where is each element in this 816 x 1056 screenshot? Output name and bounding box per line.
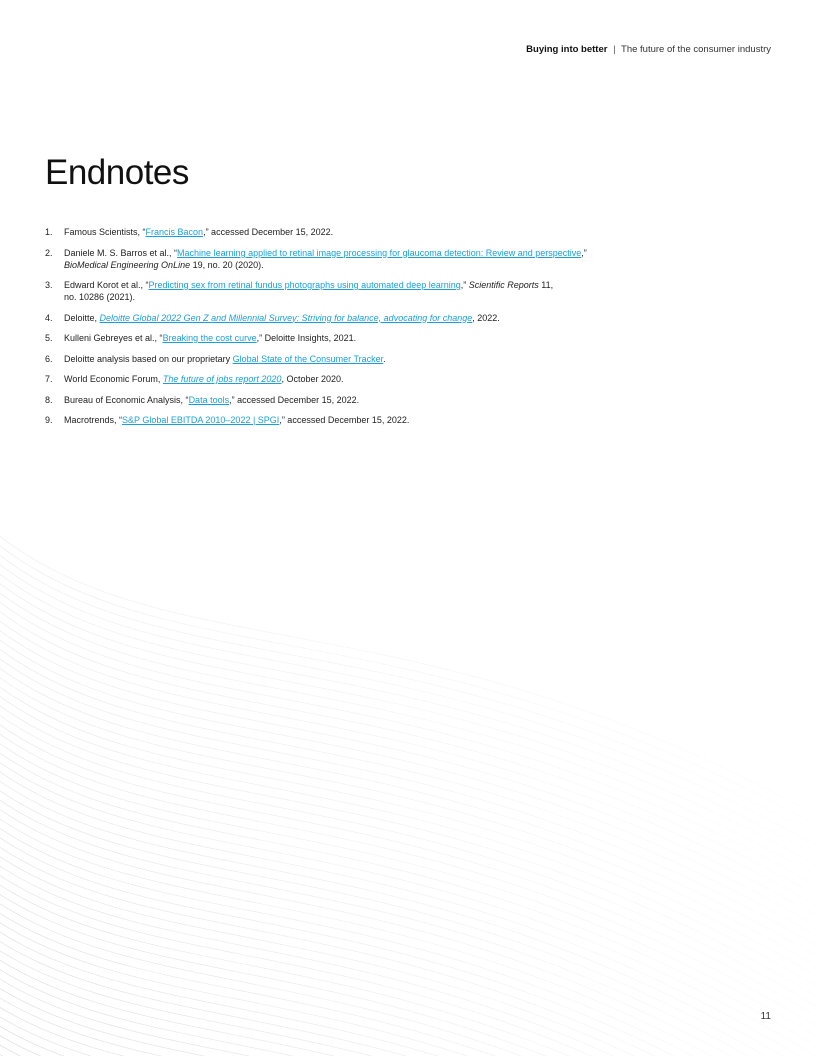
running-header (526, 44, 771, 55)
citation-text: Kulleni Gebreyes et al., “ (64, 333, 163, 343)
citation-text: ,” Deloitte Insights, 2021. (256, 333, 357, 343)
endnote-text (64, 414, 625, 426)
citation-text: Macrotrends, “ (64, 415, 123, 425)
report-title: Buying into better (526, 44, 608, 55)
page-title: Endnotes (45, 153, 189, 192)
citation-link[interactable]: Francis Bacon (145, 227, 204, 237)
endnote-item (45, 373, 625, 385)
endnote-item (45, 226, 625, 238)
endnote-item (45, 312, 625, 324)
endnote-text (64, 279, 625, 303)
endnote-item (45, 394, 625, 406)
endnote-text (64, 353, 625, 365)
report-subtitle: The future of the consumer industry (621, 44, 771, 55)
citation-text: no. 10286 (2021). (64, 292, 136, 302)
endnote-number: 3. (45, 280, 53, 290)
citation-text: . (383, 353, 386, 364)
endnote-text (64, 247, 625, 271)
citation-text: ,” (581, 247, 587, 258)
endnote-text (64, 373, 625, 385)
endnote-text (64, 332, 625, 344)
endnote-number: 8. (45, 394, 53, 405)
endnote-number: 6. (45, 353, 53, 364)
citation-link[interactable]: Breaking the cost curve (162, 333, 257, 343)
endnote-number: 1. (45, 227, 53, 237)
citation-text: , October 2020. (281, 374, 344, 384)
publication-title: Scientific Reports (468, 280, 539, 290)
endnotes-list (45, 226, 625, 435)
endnote-item (45, 332, 625, 344)
citation-link[interactable]: S&P Global EBITDA 2010–2022 | SPGI (122, 415, 280, 425)
citation-text: 19, no. 20 (2020). (190, 259, 264, 270)
citation-text: 11, (538, 280, 554, 290)
citation-text: Deloitte analysis based on our proprietary (64, 353, 233, 364)
citation-text: World Economic Forum, (64, 374, 163, 384)
publication-title: BioMedical Engineering OnLine (64, 259, 191, 270)
endnote-text (64, 226, 625, 238)
citation-link[interactable]: Predicting sex from retinal fundus photographs using automated deep learning (148, 280, 461, 290)
citation-link[interactable]: Global State of the Consumer Tracker (232, 353, 384, 364)
endnote-text (64, 394, 625, 406)
endnote-item (45, 247, 625, 271)
citation-link[interactable]: Deloitte Global 2022 Gen Z and Millennial Survey: Striving for balance, advocating for change (99, 312, 473, 323)
citation-text: Deloitte, (64, 312, 100, 323)
citation-text: Bureau of Economic Analysis, “ (64, 394, 189, 405)
citation-link[interactable]: The future of jobs report 2020 (162, 374, 282, 384)
endnote-number: 2. (45, 247, 53, 258)
citation-text: , 2022. (472, 312, 500, 323)
endnote-number: 4. (45, 312, 53, 323)
citation-text: Edward Korot et al., “ (64, 280, 149, 290)
endnote-number: 5. (45, 333, 53, 343)
endnote-item (45, 353, 625, 365)
header-separator: | (613, 44, 616, 55)
citation-link[interactable]: Machine learning applied to retinal image processing for glaucoma detection: Review and perspective (177, 247, 582, 258)
citation-text: Daniele M. S. Barros et al., “ (64, 247, 178, 258)
citation-text: ,” (460, 280, 469, 290)
endnote-number: 7. (45, 374, 53, 384)
endnote-text (64, 312, 625, 324)
citation-text: Famous Scientists, “ (64, 227, 146, 237)
citation-text: ,” accessed December 15, 2022. (203, 227, 334, 237)
endnote-item (45, 279, 625, 303)
citation-text: ,” accessed December 15, 2022. (229, 394, 360, 405)
citation-link[interactable]: Data tools (188, 394, 230, 405)
citation-text: ,” accessed December 15, 2022. (279, 415, 410, 425)
page-number: 11 (760, 1011, 771, 1022)
endnote-item (45, 414, 625, 426)
endnote-number: 9. (45, 415, 53, 425)
